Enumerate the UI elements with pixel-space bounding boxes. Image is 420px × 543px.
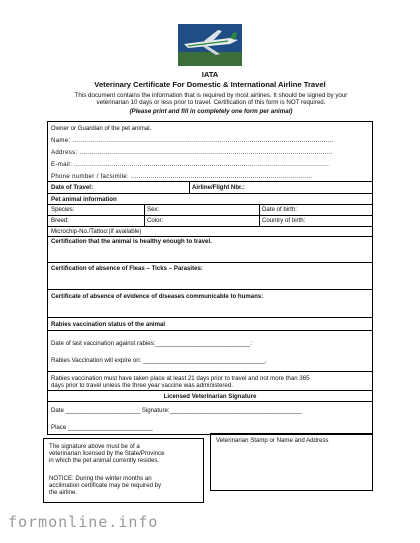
licensing-notice-box <box>43 438 204 503</box>
divider <box>48 390 372 391</box>
page-subtitle: Veterinary Certificate For Domestic & International Airline Travel <box>94 80 326 89</box>
fleas-certification: Certification of absence of Fleas – Ticks – Parasites: <box>51 265 203 272</box>
site-watermark: formonline.info <box>8 513 159 531</box>
certificate-form <box>47 121 373 435</box>
stamp-label: Veterinarian Stamp or Name and Address <box>216 437 329 444</box>
last-vaccination-field[interactable]: Date of last vaccination against rabies:____________________________: <box>51 340 252 347</box>
divider <box>48 226 372 227</box>
veterinarian-stamp-box[interactable] <box>210 433 373 491</box>
divider <box>48 215 372 216</box>
airplane-logo <box>178 24 242 66</box>
page-title: IATA <box>201 70 219 79</box>
divider <box>48 262 372 263</box>
intro-line-1: This document contains the information that is required by most airlines. It should be signed by your <box>74 92 348 99</box>
owner-address-field[interactable]: Address: ............................................................................................................................... <box>51 149 333 156</box>
notice-line: veterinarian licensed by the State/Province <box>49 450 165 457</box>
pet-info-heading: Pet animal information <box>51 196 117 203</box>
divider <box>48 193 372 194</box>
divider <box>48 204 372 205</box>
notice-line: acclimation certificate may be required by <box>49 482 162 489</box>
owner-email-field[interactable]: E-mail: ................................................................................................................................ <box>51 161 330 168</box>
notice-line: NOTICE: During the winter months an <box>49 475 152 482</box>
divider <box>48 289 372 290</box>
healthy-certification: Certification that the animal is healthy enough to travel. <box>51 238 212 245</box>
vaccination-expiry-field[interactable]: Rabies Vaccination will expire on: ____________________________________, <box>51 357 267 364</box>
species-field[interactable]: Species: <box>51 206 75 213</box>
notice-line: in which the pet animal currently resides. <box>49 457 160 464</box>
diseases-certification: Certificate of absence of evidence of diseases communicable to humans: <box>51 293 264 300</box>
signature-place-line[interactable]: Place _________________________ <box>51 424 153 431</box>
microchip-field[interactable]: Microchip-No./Tattoo:(if available) <box>51 228 142 235</box>
instruction-text: (Please print and fill in completely one form per animal) <box>129 108 293 115</box>
color-field[interactable]: Color: <box>147 217 164 224</box>
notice-line: the airline. <box>49 489 78 496</box>
owner-phone-field[interactable]: Phone number / facsimile: ........................................................................................... <box>51 173 313 180</box>
country-of-birth-field[interactable]: Country of birth: <box>262 217 306 224</box>
airline-flight-field[interactable]: Airline/Flight Nbr.: <box>192 184 245 191</box>
rabies-note-line-2: days prior to travel unless the three year vaccine was administered. <box>51 382 233 389</box>
divider <box>48 401 372 402</box>
divider <box>48 330 372 331</box>
signature-heading: Licensed Veterinarian Signature <box>163 393 257 400</box>
rabies-note-line-1: Rabies vaccination must have taken place at least 21 days prior to travel and not more than 365 <box>51 375 310 382</box>
divider <box>48 371 372 372</box>
owner-name-field[interactable]: Name: ................................................................................................................................... <box>51 137 334 144</box>
divider <box>189 181 190 193</box>
intro-line-2: veterinarian 10 days or less prior to travel. Certification of this form is NOT required. <box>96 99 326 106</box>
breed-field[interactable]: Breed: <box>51 217 69 224</box>
date-of-travel-field[interactable]: Date of Travel: <box>51 184 93 191</box>
signature-date-line[interactable]: Date ______________________ Signature:_______________________________________ <box>51 407 302 414</box>
airplane-icon <box>178 24 242 66</box>
notice-line: The signature above must be of a <box>49 443 140 450</box>
date-of-birth-field[interactable]: Date of birth: <box>262 206 297 213</box>
divider <box>48 236 372 237</box>
divider <box>48 317 372 318</box>
sex-field[interactable]: Sex: <box>147 206 160 213</box>
rabies-heading: Rabies vaccination status of the animal <box>51 321 166 328</box>
owner-heading: Owner or Guardian of the pet animal. <box>51 125 152 132</box>
divider <box>48 181 372 182</box>
